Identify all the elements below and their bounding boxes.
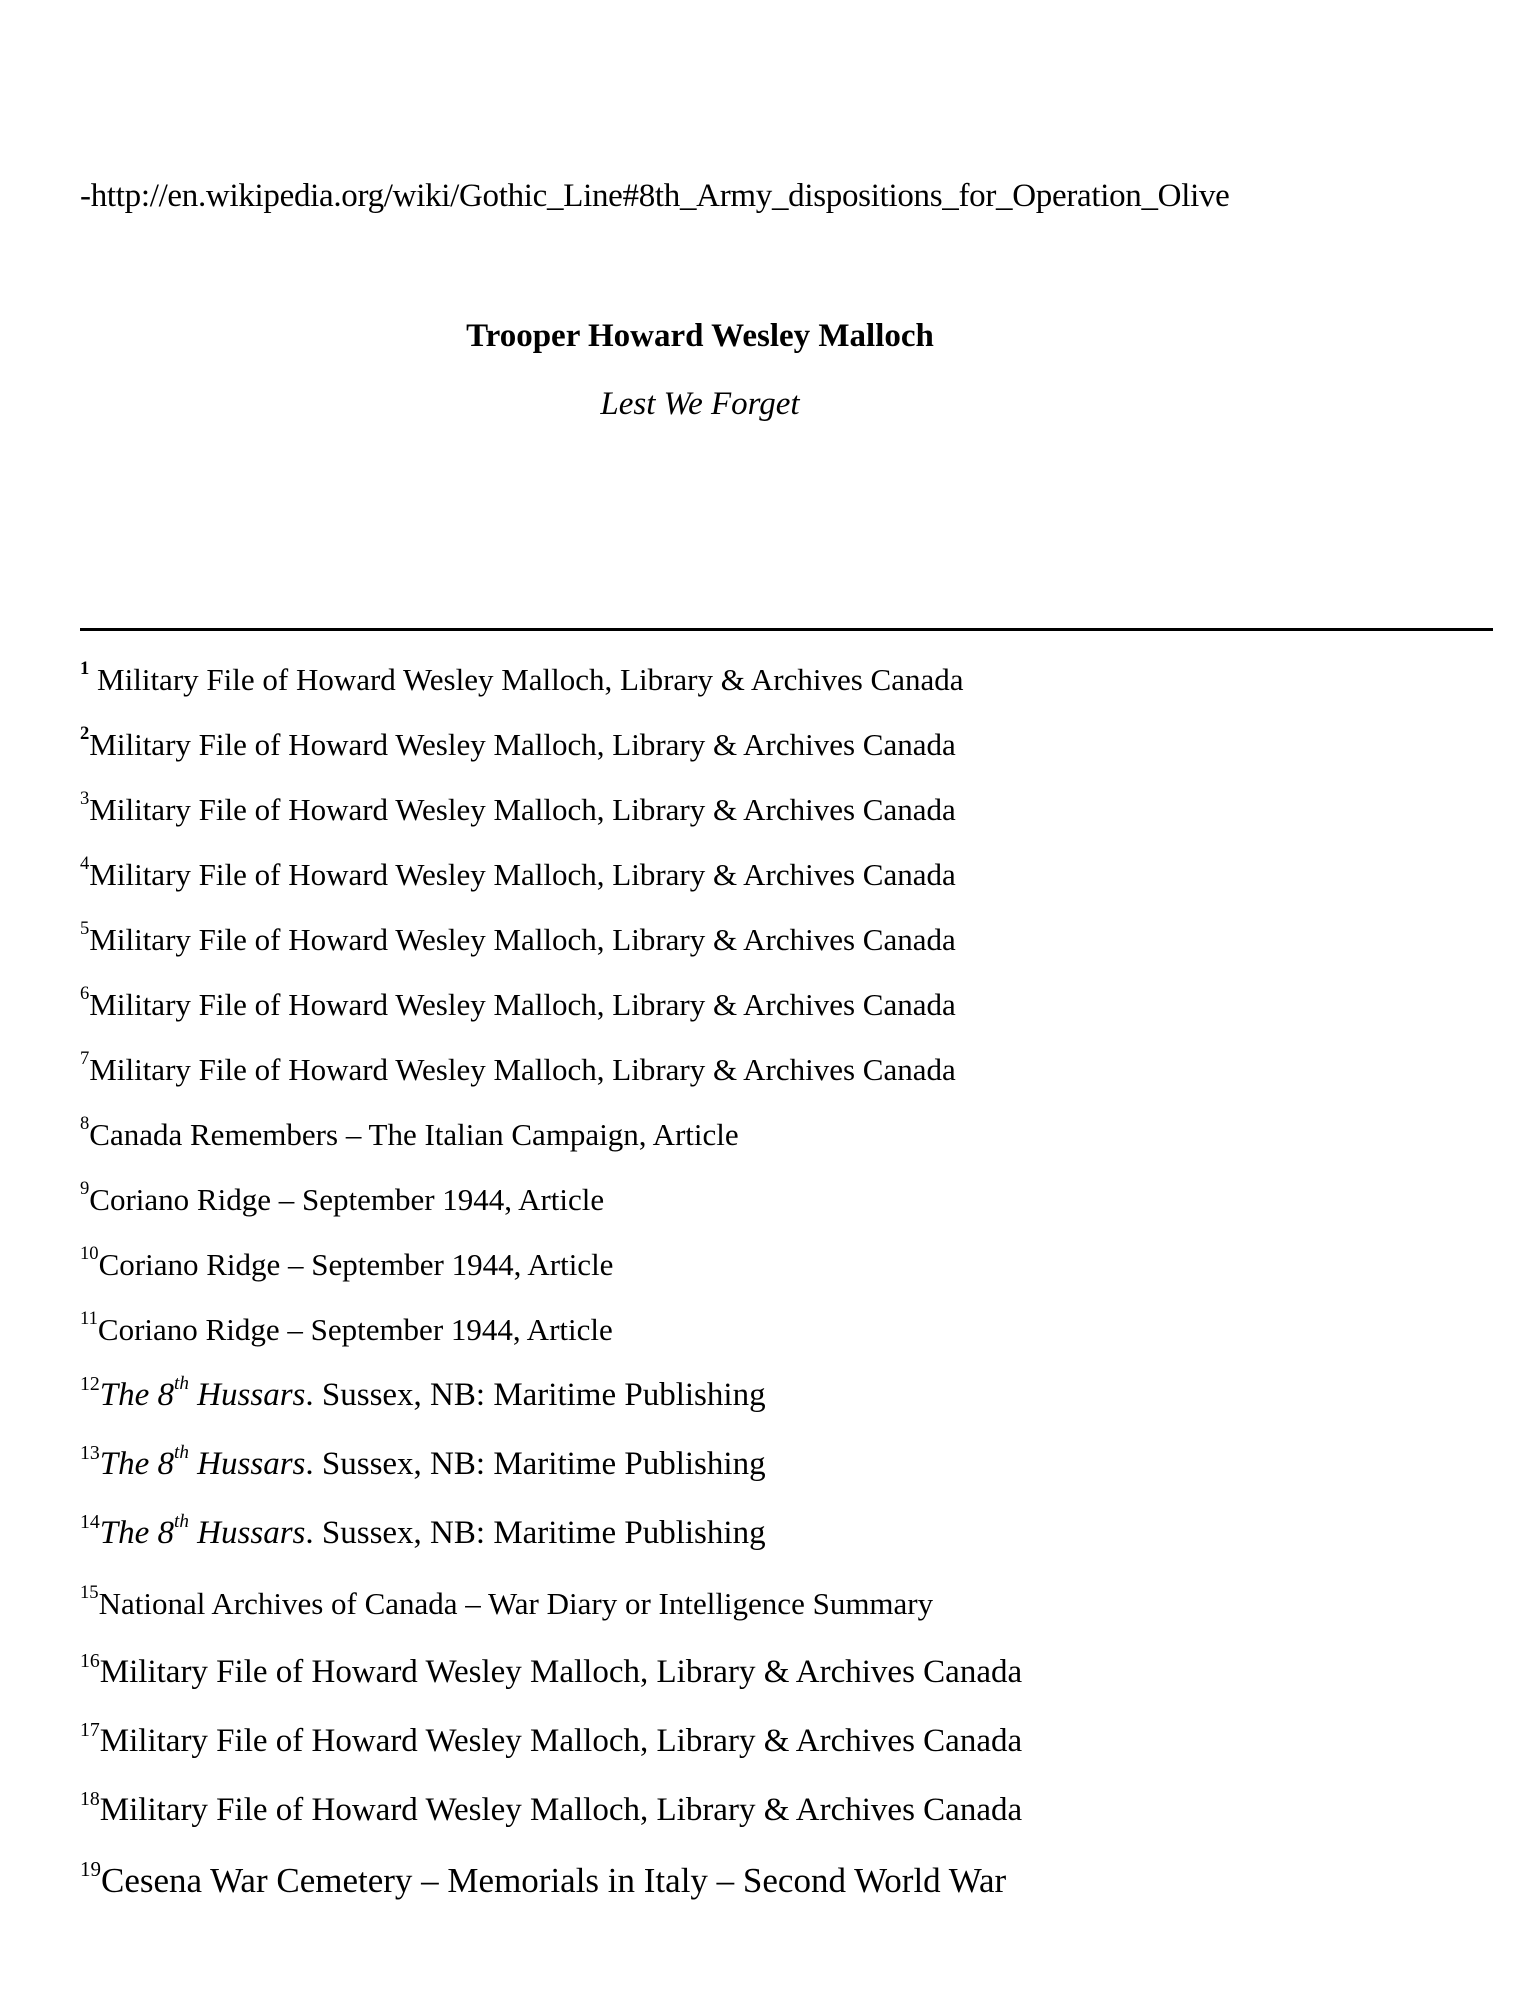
- footnote-3: [80, 788, 956, 828]
- footnote-5: [80, 918, 956, 958]
- footnote-number: 4: [80, 853, 90, 874]
- book-title-part: The 8: [99, 1446, 175, 1482]
- footnote-number: 17: [80, 1719, 100, 1741]
- ordinal-suffix: th: [174, 1373, 189, 1394]
- book-title: [99, 1373, 306, 1413]
- footnote-number: 10: [80, 1243, 99, 1264]
- footnote-1: [80, 658, 964, 698]
- footnote-number: 9: [80, 1178, 90, 1199]
- footnote-text: Coriano Ridge – September 1944, Article: [97, 1312, 613, 1347]
- footnote-6: [80, 983, 956, 1023]
- book-title-part: The 8: [99, 1377, 175, 1413]
- footnote-number: 5: [80, 918, 90, 939]
- footnote-number: 19: [80, 1857, 101, 1881]
- document-title: Trooper Howard Wesley Malloch: [466, 318, 934, 354]
- footnote-text: Military File of Howard Wesley Malloch, Library & Archives Canada: [89, 1052, 956, 1087]
- document-subtitle: Lest We Forget: [600, 386, 800, 422]
- footnote-text: Coriano Ridge – September 1944, Article: [98, 1247, 614, 1282]
- footnote-text: Military File of Howard Wesley Malloch, Library & Archives Canada: [89, 922, 956, 957]
- footnote-number: 18: [80, 1788, 100, 1810]
- footnote-number: 6: [80, 983, 90, 1004]
- book-title: [99, 1442, 306, 1482]
- footnote-8: [80, 1113, 739, 1153]
- footnote-text: National Archives of Canada – War Diary or Intelligence Summary: [98, 1586, 934, 1621]
- book-title-part: Hussars: [188, 1446, 306, 1482]
- footnote-text: Military File of Howard Wesley Malloch, Library & Archives Canada: [97, 662, 964, 697]
- footnote-number: 7: [80, 1048, 90, 1069]
- footnote-text: Canada Remembers – The Italian Campaign, Article: [89, 1117, 739, 1152]
- footnote-text: Military File of Howard Wesley Malloch, Library & Archives Canada: [89, 792, 956, 827]
- footnote-number: 3: [80, 788, 90, 809]
- footnote-number: 11: [80, 1308, 98, 1329]
- footnote-number: 8: [80, 1113, 90, 1134]
- book-title-part: The 8: [99, 1515, 175, 1551]
- footnote-text: Cesena War Cemetery – Memorials in Italy – Second World War: [101, 1861, 1007, 1900]
- footnote-19: [80, 1857, 1007, 1901]
- footnote-2: [80, 723, 956, 763]
- footnote-number: 12: [80, 1373, 100, 1395]
- footnote-16: [80, 1650, 1023, 1691]
- footnote-number: 14: [80, 1511, 100, 1533]
- footnote-13: [80, 1442, 766, 1483]
- footnote-text: Military File of Howard Wesley Malloch, Library & Archives Canada: [89, 727, 956, 762]
- footnote-14: [80, 1511, 766, 1552]
- ordinal-suffix: th: [174, 1442, 189, 1463]
- footnote-text: Military File of Howard Wesley Malloch, Library & Archives Canada: [89, 987, 956, 1022]
- footnote-number: 13: [80, 1442, 100, 1464]
- footnote-number: 1: [80, 658, 90, 679]
- footnote-text: Military File of Howard Wesley Malloch, Library & Archives Canada: [89, 857, 956, 892]
- footnote-number: 16: [80, 1650, 100, 1672]
- footnote-7: [80, 1048, 956, 1088]
- footnote-text: . Sussex, NB: Maritime Publishing: [305, 1515, 766, 1551]
- footnote-text: Military File of Howard Wesley Malloch, Library & Archives Canada: [99, 1723, 1023, 1759]
- footnote-17: [80, 1719, 1023, 1760]
- ordinal-suffix: th: [174, 1511, 189, 1532]
- footnote-9: [80, 1178, 605, 1218]
- book-title: [99, 1511, 306, 1551]
- book-title-part: Hussars: [188, 1515, 306, 1551]
- footnote-4: [80, 853, 956, 893]
- footnote-12: [80, 1373, 766, 1414]
- footnote-separator-rule: [80, 628, 1493, 631]
- book-title-part: Hussars: [188, 1377, 306, 1413]
- footnote-15: [80, 1582, 934, 1622]
- footnote-text: Military File of Howard Wesley Malloch, Library & Archives Canada: [99, 1654, 1023, 1690]
- footnote-text: . Sussex, NB: Maritime Publishing: [305, 1446, 766, 1482]
- footnote-text: Military File of Howard Wesley Malloch, Library & Archives Canada: [99, 1792, 1023, 1828]
- footnote-18: [80, 1788, 1023, 1829]
- footnote-10: [80, 1243, 614, 1283]
- footnote-number: 2: [80, 723, 90, 744]
- source-url-text: -http://en.wikipedia.org/wiki/Gothic_Line#8th_Army_dispositions_for_Operation_Olive: [80, 178, 1230, 214]
- footnote-text: Coriano Ridge – September 1944, Article: [89, 1182, 605, 1217]
- footnote-11: [80, 1308, 613, 1348]
- footnote-number: 15: [80, 1582, 99, 1603]
- footnote-text: . Sussex, NB: Maritime Publishing: [305, 1377, 766, 1413]
